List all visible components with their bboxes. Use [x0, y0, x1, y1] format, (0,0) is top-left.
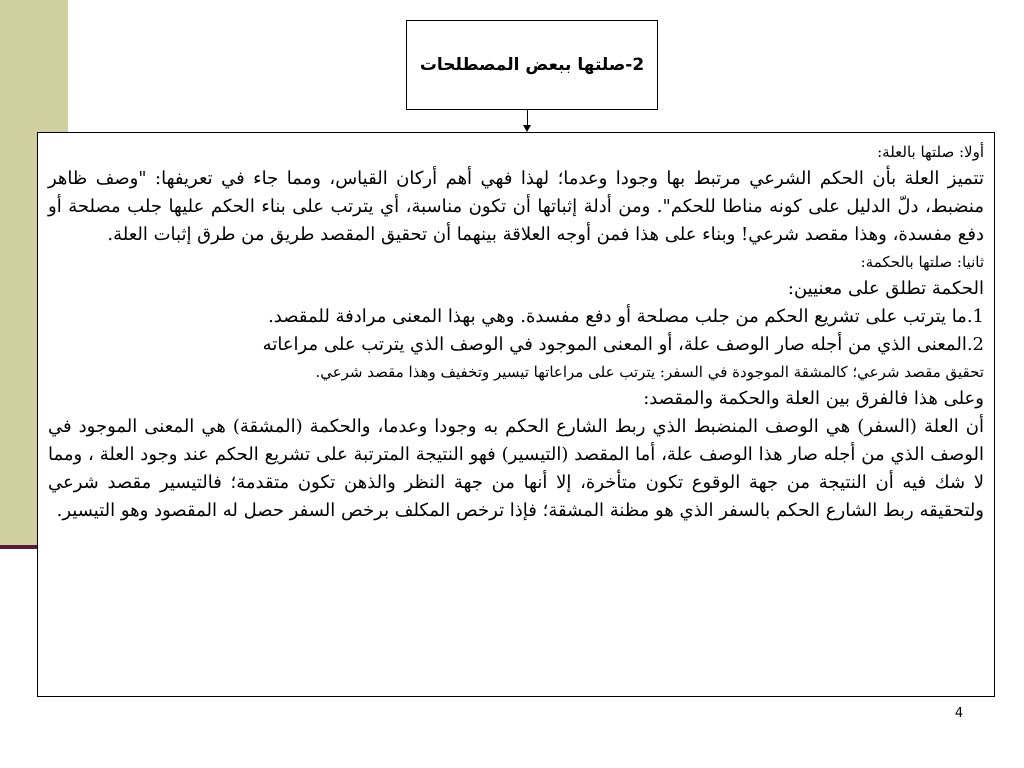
decorative-accent-line [0, 545, 40, 549]
heading-first: أولا: صلتها بالعلة: [877, 143, 984, 161]
meaning-two-continued: تحقيق مقصد شرعي؛ كالمشقة الموجودة في السفر: يترتب على مراعاتها تيسير وتخفيف وهذا مقصد شرعي. [315, 363, 984, 381]
meaning-two: 2.المعنى الذي من أجله صار الوصف علة، أو المعنى الموجود في الوصف الذي يترتب على مراعاته [262, 334, 984, 355]
title-box [406, 20, 658, 110]
paragraph-final: أن العلة (السفر) هي الوصف المنضبط الذي ربط الشارع الحكم به وجودا وعدما، والحكمة (المشقة) هي المعنى الموجود في الوصف الذي من أجله صار هذا الوصف علة، أما المقصد (التيسير) فهو النتيجة المترتبة على تشريع الحكم عند وجود العلة ، ومما لا شك فيه أن النتيجة من جهة الوقوع تكون متأخرة، إلا أنها من جهة النظر والذهن تكون متقدمة؛ فالتيسير مقصد شرعي ولتحقيقه ربط الشارع الحكم بالسفر الذي هو مظنة المشقة؛ فإذا ترخص المكلف برخص السفر حصل له المقصود وهو التيسير. [48, 416, 985, 521]
line-difference: وعلى هذا فالفرق بين العلة والحكمة والمقصد: [643, 388, 984, 409]
meaning-one: 1.ما يترتب على تشريع الحكم من جلب مصلحة أو دفع مفسدة. وهي بهذا المعنى مرادفة للمقصد. [268, 306, 984, 327]
slide-title: 2-صلتها ببعض المصطلحات [419, 55, 645, 75]
paragraph-illa: تتميز العلة بأن الحكم الشرعي مرتبط بها وجودا وعدما؛ لهذا فهي أهم أركان القياس، ومما جاء في تعريفها: "وصف ظاهر منضبط، دلّ الدليل على كونه مناطا للحكم". ومن أدلة إثباتها أن تكون مناسبة، أي يترتب على بناء الحكم عليها جلب مصلحة أو دفع مفسدة، وهذا مقصد شرعي! وبناء على هذا فمن أوجه العلاقة بينهما أن تحقيق المقصد طريق من طرق إثبات العلة. [48, 168, 984, 245]
content-box [37, 132, 995, 697]
arrow-down-icon [523, 125, 531, 132]
heading-second: ثانيا: صلتها بالحكمة: [860, 253, 984, 271]
page-number: 4 [954, 706, 964, 721]
line-two-meanings: الحكمة تطلق على معنيين: [787, 278, 984, 299]
